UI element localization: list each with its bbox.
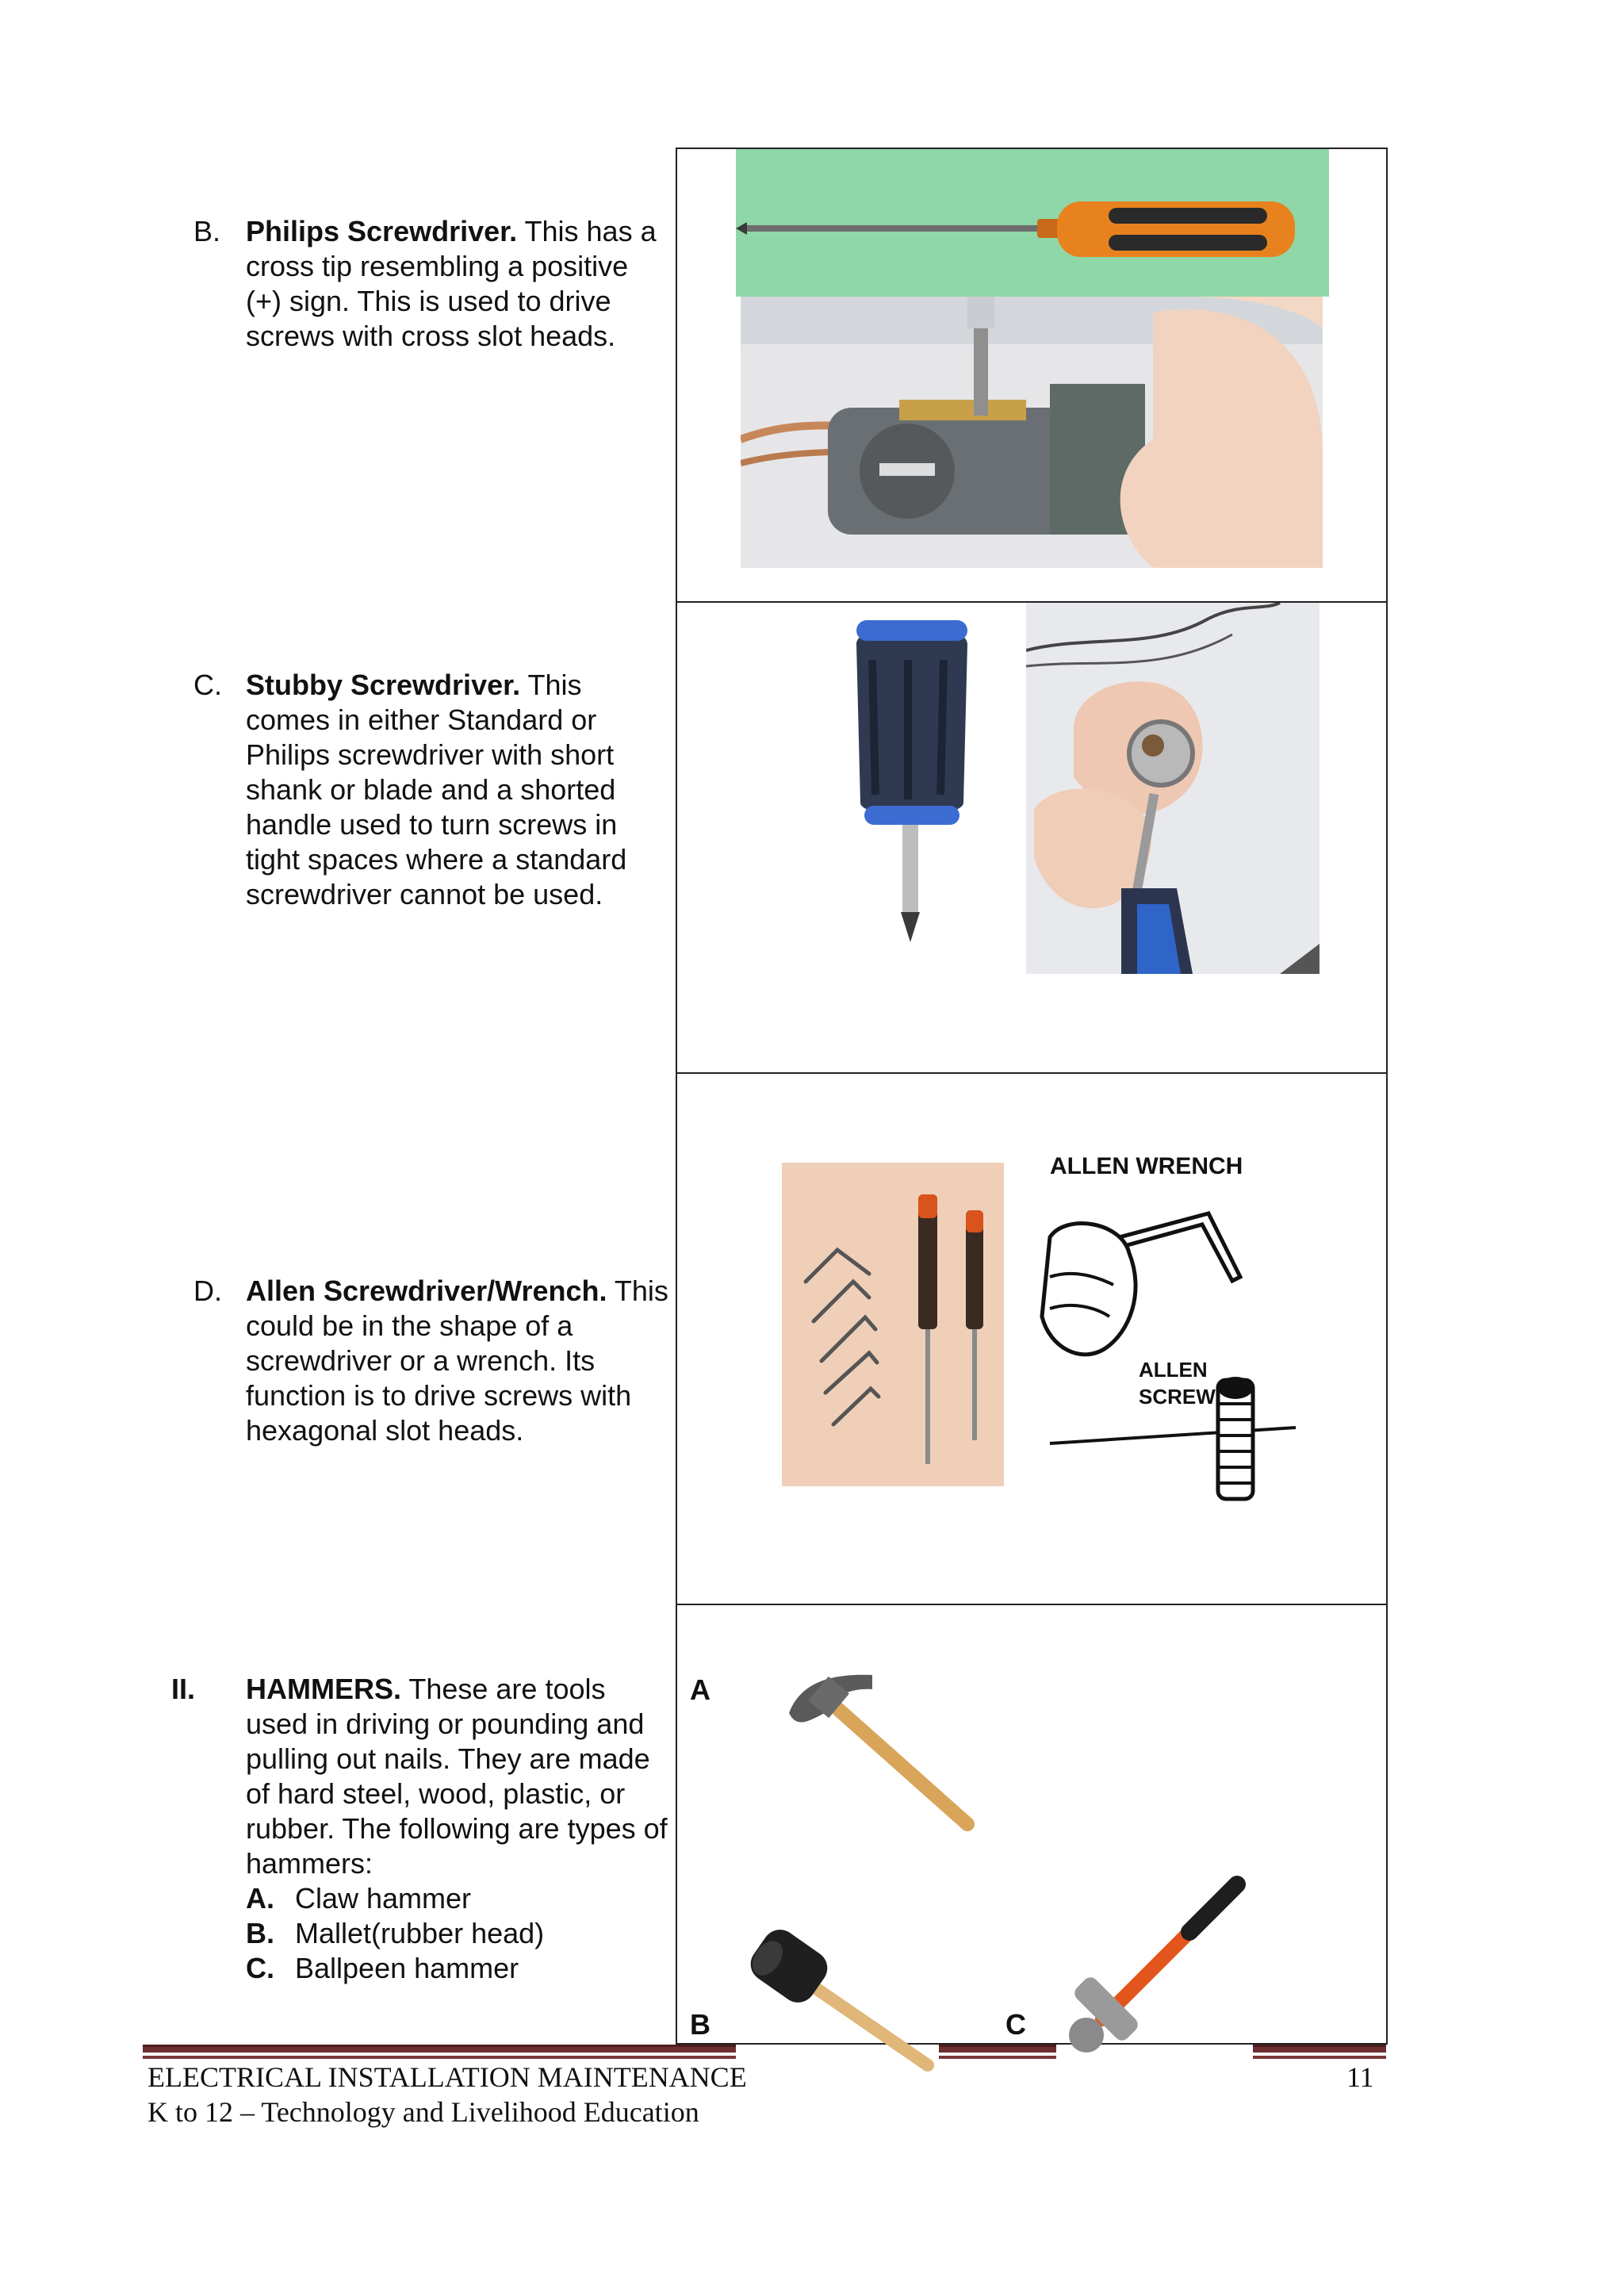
stubby-screwdriver-usage-image — [1026, 603, 1320, 974]
list-item: B. Mallet(rubber head) — [246, 1917, 545, 1949]
section-title: Philips Screwdriver. — [246, 215, 518, 247]
hammer-b-label: B — [690, 2008, 710, 2041]
section-text: This comes in either Standard or Philips screwdriver with short shank or blade and a shorted handle used to turn screws in tight spaces where a standard screwdriver cannot be used. — [246, 669, 627, 910]
section-title: Stubby Screwdriver. — [246, 669, 521, 701]
allen-screw-label: SCREW — [1139, 1385, 1216, 1409]
footer-course-title: ELECTRICAL INSTALLATION MAINTENANCE — [147, 2061, 747, 2093]
stubby-screwdriver-image — [825, 612, 999, 961]
footer-rule-thin — [939, 2056, 1056, 2059]
section-text: This could be in the shape of a screwdriver or a wrench. Its function is to drive screws with hexagonal slot heads. — [246, 1274, 668, 1447]
page-number: 11 — [1346, 2061, 1374, 2093]
row-divider — [676, 1604, 1388, 1605]
section-hammers — [171, 1672, 671, 1986]
footer-rule — [143, 2045, 736, 2053]
row-divider — [676, 1072, 1388, 1074]
footer-rule-thin — [1253, 2056, 1386, 2059]
footer-program-title: K to 12 – Technology and Livelihood Education — [147, 2096, 699, 2128]
philips-screwdriver-image — [736, 149, 1329, 297]
hammer-a-label: A — [690, 1673, 710, 1706]
philips-screwdriver-usage-image — [741, 297, 1323, 568]
mallet-image — [745, 1922, 936, 2073]
allen-wrench-set-image — [782, 1163, 1004, 1486]
list-item: C. Ballpeen hammer — [246, 1952, 519, 1984]
section-allen-wrench — [193, 1274, 669, 1448]
claw-hammer-image — [785, 1665, 983, 1832]
section-title: Allen Screwdriver/Wrench. — [246, 1274, 607, 1307]
footer-rule — [1253, 2045, 1386, 2053]
section-marker: D. — [193, 1274, 222, 1307]
section-text: These are tools used in driving or pounding and pulling out nails. They are made of hard steel, wood, plastic, or rubber. The following are types of hammers: — [246, 1673, 668, 1880]
allen-wrench-label: ALLEN WRENCH — [1050, 1153, 1243, 1179]
section-title: HAMMERS. — [246, 1673, 401, 1705]
list-item: A. Claw hammer — [246, 1882, 472, 1915]
allen-wrench-diagram — [1034, 1142, 1315, 1512]
section-philips-screwdriver — [193, 214, 669, 354]
section-marker: C. — [193, 669, 222, 701]
hammer-c-label: C — [1005, 2008, 1026, 2041]
section-marker: II. — [171, 1673, 196, 1705]
section-marker: B. — [193, 215, 221, 247]
footer-rule — [939, 2045, 1056, 2053]
footer-rule-thin — [143, 2056, 736, 2059]
allen-screw-label: ALLEN — [1139, 1358, 1208, 1382]
section-stubby-screwdriver — [193, 668, 669, 912]
ballpeen-hammer-image — [1055, 1869, 1253, 2067]
section-text: This has a cross tip resembling a positive (+) sign. This is used to drive screws with cross slot heads. — [246, 215, 657, 352]
